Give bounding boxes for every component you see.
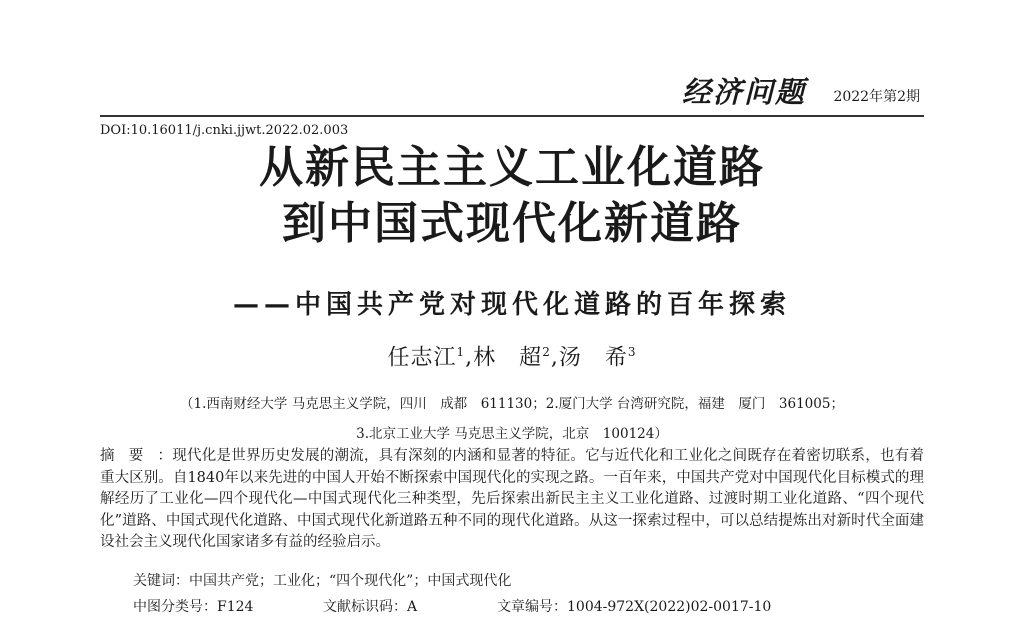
author-affiliation-mark: 3 bbox=[627, 345, 637, 359]
issue-number: 2022年第2期 bbox=[833, 89, 920, 105]
abstract-label-colon: ： bbox=[157, 448, 173, 464]
author-list bbox=[0, 346, 1024, 369]
keywords-text: 中国共产党；工业化；“四个现代化”；中国式现代化 bbox=[189, 573, 512, 589]
article-subtitle: ——中国共产党对现代化道路的百年探索 bbox=[232, 290, 791, 320]
header-rule bbox=[100, 115, 924, 117]
article-number bbox=[497, 600, 771, 614]
journal-name: 经济问题 bbox=[681, 75, 806, 109]
keywords-label: 关键词： bbox=[133, 573, 189, 589]
author-name: 林 超 bbox=[473, 345, 543, 371]
author-affiliation-mark: 1 bbox=[456, 345, 466, 359]
classification-label: 中图分类号： bbox=[133, 599, 217, 615]
abstract-text: 现代化是世界历史发展的潮流，具有深刻的内涵和显著的特征。它与近代化和工业化之间既存在着密切联系，也有着重大区别。自1840年以来先进的中国人开始不断探索中国现代化的实现之路。一百年来，中国共产党对中国现代化目标模式的理解经历了工业化—四个现代化—中国式现代化三种类型，先后探索出新民主主义工业化道路、过渡时期工业化道路、“四个现代化”道路、中国式现代化道路、中国式现代化新道路五种不同的现代化道路。从这一探索过程中，可以总结提炼出对新时代全面建设社会主义现代化国家诸多有益的经验启示。 bbox=[100, 448, 925, 550]
article-number-label: 文章编号： bbox=[497, 599, 567, 615]
abstract-label: 摘要 bbox=[100, 448, 158, 464]
author-affiliation-mark: 2 bbox=[542, 345, 551, 359]
author-name: 任志江 bbox=[387, 345, 457, 371]
classification-number bbox=[133, 600, 253, 614]
document-code bbox=[323, 600, 417, 614]
affiliation-line-2: 3.北京工业大学 马克思主义学院，北京 100124） bbox=[356, 426, 668, 442]
classification-value: F124 bbox=[217, 599, 254, 615]
document-code-value: A bbox=[407, 599, 418, 615]
author-name: 汤 希 bbox=[558, 345, 628, 371]
doi: DOI:10.16011/j.cnki.jjwt.2022.02.003 bbox=[100, 123, 349, 138]
article-title-line-1: 从新民主主义工业化道路 bbox=[259, 142, 765, 193]
author-separator: , bbox=[550, 345, 559, 371]
document-code-label: 文献标识码： bbox=[323, 599, 407, 615]
keywords bbox=[133, 574, 511, 588]
affiliation-line-1: （1.西南财经大学 马克思主义学院，四川 成都 611130；2.厦门大学 台湾研究院，福建 厦门 361005； bbox=[180, 396, 844, 412]
abstract bbox=[100, 446, 924, 554]
article-number-value: 1004-972X(2022)02-0017-10 bbox=[567, 599, 772, 615]
author-separator: , bbox=[465, 345, 474, 371]
article-title-line-2: 到中国式现代化新道路 bbox=[282, 198, 742, 249]
